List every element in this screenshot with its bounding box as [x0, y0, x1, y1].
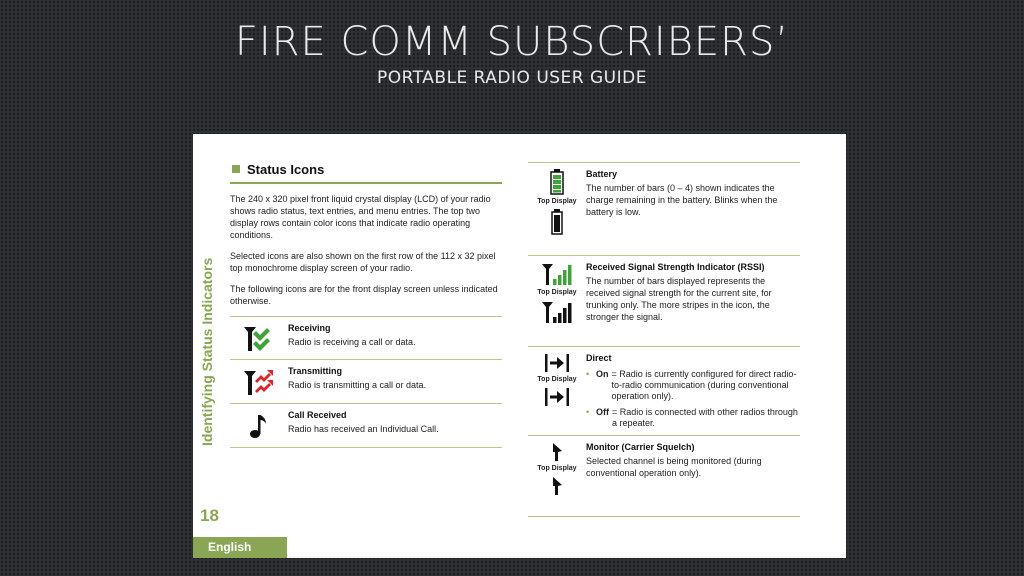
item-title: Transmitting: [288, 366, 343, 376]
rssi-icon: [541, 300, 573, 324]
bullet-text: = Radio is connected with other radios through a repeater.: [612, 407, 798, 428]
item-title: Receiving: [288, 323, 331, 333]
item-description: Radio is transmitting a call or data.: [288, 380, 427, 390]
slide-title: FIRE COMM SUBSCRIBERS’: [234, 19, 790, 65]
slide-subtitle: PORTABLE RADIO USER GUIDE: [377, 68, 647, 88]
battery-icon: [550, 169, 564, 195]
item-description: Selected channel is being monitored (during conventional operation only).: [586, 456, 762, 478]
item-title: Monitor (Carrier Squelch): [586, 442, 695, 452]
icon-row-direct: [528, 346, 800, 435]
right-column: [528, 162, 800, 517]
icon-row-rssi: [528, 255, 800, 346]
bullet-marker: •: [586, 369, 590, 379]
icon-row-transmitting: [230, 360, 502, 404]
monitor-icon: [550, 442, 564, 462]
section-title: Status Icons: [247, 161, 325, 177]
item-description: Radio is receiving a call or data.: [288, 337, 416, 347]
call-received-icon: [248, 412, 270, 440]
icon-row-monitor: [528, 435, 800, 517]
section-marker: [232, 165, 240, 173]
top-display-label: Top Display: [537, 376, 577, 383]
language-tab: English: [193, 537, 287, 558]
item-description: Radio has received an Individual Call.: [288, 424, 439, 434]
icon-row-call-received: [230, 404, 502, 448]
direct-icon: [544, 387, 570, 407]
left-column: [230, 160, 502, 448]
item-title: Battery: [586, 169, 618, 179]
direct-icon: [544, 353, 570, 373]
top-display-label: Top Display: [537, 465, 577, 472]
receiving-icon: [242, 323, 276, 353]
bullet-text: = Radio is currently configured for direct radio-to-radio communication (during conventional operation only).: [611, 369, 797, 401]
bullet-on: [586, 369, 800, 402]
transmitting-icon: [242, 367, 276, 397]
intro-paragraph: The 240 x 320 pixel front liquid crystal display (LCD) of your radio shows radio status, text entries, and menu entries. The top two display rows contain color icons that indicate radio operating conditions.: [230, 194, 491, 240]
bullet-off: [586, 407, 800, 429]
item-description: The number of bars displayed represents the received signal strength for the current site, for trunking only. The more stripes in the icon, the stronger the signal.: [586, 276, 772, 322]
side-label: Identifying Status Indicators: [199, 257, 215, 446]
section-rule: [230, 182, 502, 184]
item-title: Received Signal Strength Indicator (RSSI): [586, 262, 765, 272]
bullet-term: Off: [596, 407, 609, 417]
intro-paragraph: The following icons are for the front display screen unless indicated otherwise.: [230, 284, 498, 306]
icon-row-receiving: [230, 316, 502, 360]
section-heading: [230, 160, 502, 178]
monitor-icon: [550, 476, 564, 496]
bullet-term: On: [596, 369, 609, 379]
rssi-icon: [541, 262, 573, 286]
battery-icon: [551, 209, 563, 235]
top-display-label: Top Display: [537, 198, 577, 205]
item-title: Call Received: [288, 410, 347, 420]
page-number: 18: [200, 506, 219, 525]
icon-row-battery: [528, 162, 800, 255]
manual-page: [193, 134, 846, 558]
item-description: The number of bars (0 – 4) shown indicates the charge remaining in the battery. Blinks when the battery is low.: [586, 183, 778, 217]
bullet-marker: •: [586, 407, 590, 417]
top-display-label: Top Display: [537, 289, 577, 296]
item-title: Direct: [586, 353, 612, 363]
intro-paragraph: Selected icons are also shown on the first row of the 112 x 32 pixel top monochrome display screen of your radio.: [230, 251, 496, 273]
